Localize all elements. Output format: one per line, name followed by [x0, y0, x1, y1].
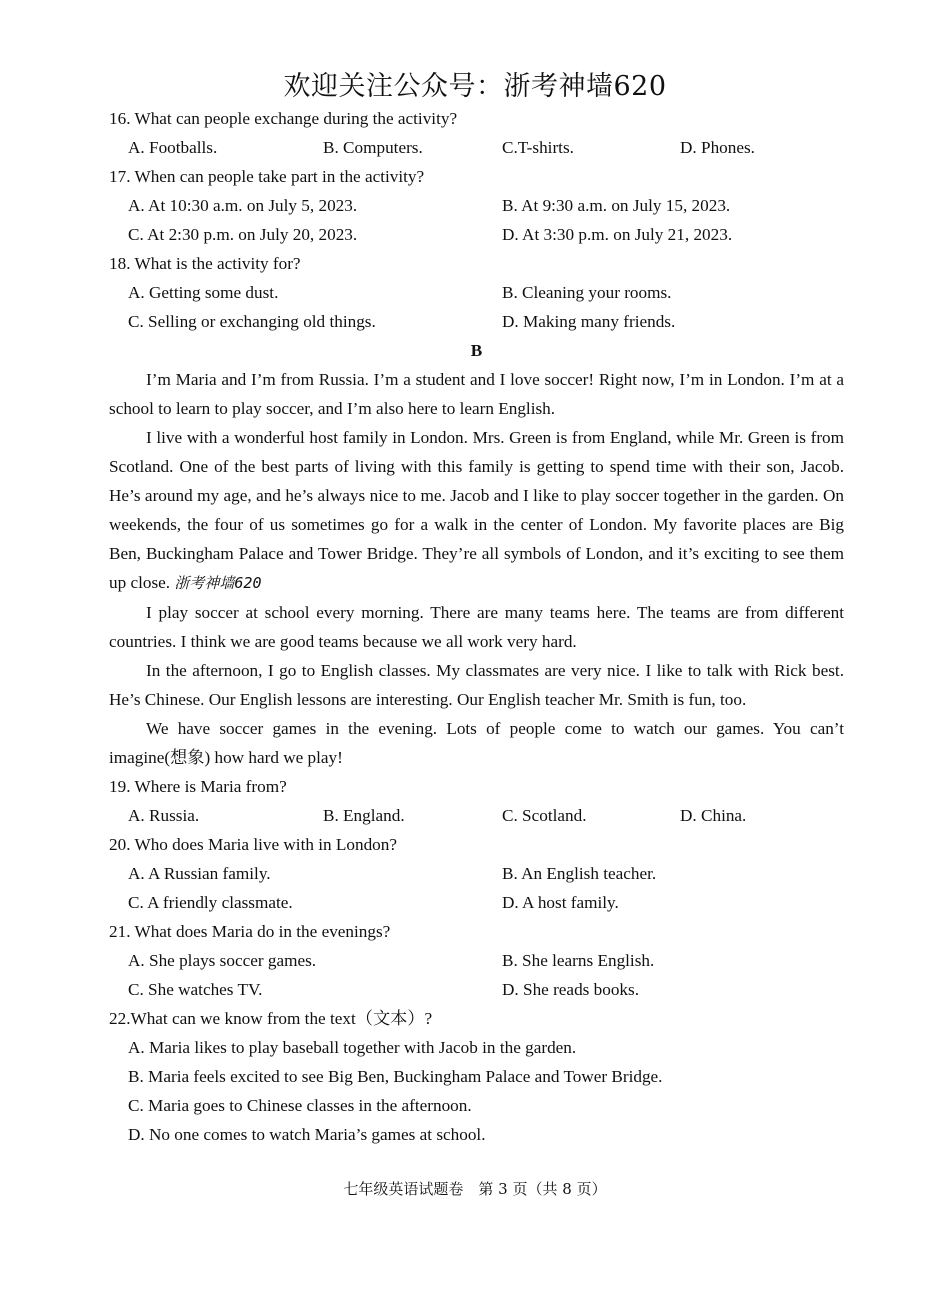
passage-paragraph-3: [109, 598, 844, 656]
exam-content: [109, 104, 844, 1149]
option-21a: A. She plays soccer games.: [128, 951, 317, 970]
question-20-options-row2: [109, 888, 844, 917]
question-21-options-row1: [109, 946, 844, 975]
question-17-options-row1: [109, 191, 844, 220]
passage-paragraph-2-body: [109, 423, 844, 598]
option-19a: A. Russia.: [128, 806, 200, 825]
question-22-option-d-row: [109, 1120, 844, 1149]
question-17-stem: 17. When can people take part in the activity?: [109, 167, 425, 186]
question-16-stem: 16. What can people exchange during the activity?: [109, 109, 458, 128]
option-21c: C. She watches TV.: [128, 980, 263, 999]
option-17d: D. At 3:30 p.m. on July 21, 2023.: [502, 225, 733, 244]
option-19d: D. China.: [680, 806, 747, 825]
question-18-options-row1: [109, 278, 844, 307]
question-18-stem: 18. What is the activity for?: [109, 254, 301, 273]
option-20b: B. An English teacher.: [502, 864, 657, 883]
option-18a: A. Getting some dust.: [128, 283, 279, 302]
question-16-options: [109, 133, 844, 162]
option-20a: A. A Russian family.: [128, 864, 271, 883]
option-22a: A. Maria likes to play baseball together with Jacob in the garden.: [128, 1038, 577, 1057]
option-16a: A. Footballs.: [128, 138, 218, 157]
question-22-option-a-row: [109, 1033, 844, 1062]
option-20c: C. A friendly classmate.: [128, 893, 293, 912]
option-22b: B. Maria feels excited to see Big Ben, Buckingham Palace and Tower Bridge.: [128, 1067, 663, 1086]
option-21d: D. She reads books.: [502, 980, 640, 999]
passage-paragraph-2-text: I live with a wonderful host family in London. Mrs. Green is from England, while Mr. Green is from Scotland. One of the best parts of living with this family is getting to spend time with their son, Jacob. He’s around my age, and he’s always nice to me. Jacob and I like to play soccer together in the garden. On weekends, the four of us sometimes go for a walk in the center of London. My favorite places are Big Ben, Buckingham Palace and Tower Bridge. They’re all symbols of London, and it’s exciting to see them up close.: [109, 428, 844, 592]
option-17a: A. At 10:30 a.m. on July 5, 2023.: [128, 196, 358, 215]
option-17c: C. At 2:30 p.m. on July 20, 2023.: [128, 225, 358, 244]
page-header-watermark: 欢迎关注公众号：浙考神墙620: [283, 71, 667, 102]
section-b-heading: B: [470, 341, 483, 360]
passage-paragraph-5: [109, 714, 844, 772]
option-16c: C.T-shirts.: [502, 138, 574, 157]
option-16d: D. Phones.: [680, 138, 755, 157]
question-20-stem: 20. Who does Maria live with in London?: [109, 835, 397, 854]
question-22-stem: 22.What can we know from the text（文本）?: [109, 1009, 433, 1028]
option-17b: B. At 9:30 a.m. on July 15, 2023.: [502, 196, 731, 215]
passage-paragraph-4: [109, 656, 844, 714]
option-20d: D. A host family.: [502, 893, 619, 912]
question-19-options: [109, 801, 844, 830]
option-19b: B. England.: [323, 806, 405, 825]
passage-paragraph-2: [109, 423, 844, 598]
option-18c: C. Selling or exchanging old things.: [128, 312, 376, 331]
watermark-stamp: 浙考神墙620: [174, 574, 262, 592]
passage-paragraph-3-text: I play soccer at school every morning. There are many teams here. The teams are from different countries. I think we are good teams because we all work very hard.: [109, 603, 844, 651]
option-18d: D. Making many friends.: [502, 312, 676, 331]
option-16b: B. Computers.: [323, 138, 423, 157]
option-19c: C. Scotland.: [502, 806, 587, 825]
passage-paragraph-5-text: We have soccer games in the evening. Lots of people come to watch our games. You can’t imagine(想象) how hard we play!: [109, 719, 844, 767]
option-22c: C. Maria goes to Chinese classes in the afternoon.: [128, 1096, 472, 1115]
question-22-option-c-row: [109, 1091, 844, 1120]
page-footer: 七年级英语试题卷 第 3 页（共 8 页）: [343, 1180, 607, 1198]
question-21-options-row2: [109, 975, 844, 1004]
question-17-options-row2: [109, 220, 844, 249]
option-18b: B. Cleaning your rooms.: [502, 283, 672, 302]
question-18-options-row2: [109, 307, 844, 336]
passage-paragraph-1-text: I’m Maria and I’m from Russia. I’m a student and I love soccer! Right now, I’m in London. I’m at a school to learn to play soccer, and I’m also here to learn English.: [109, 370, 844, 418]
question-20-options-row1: [109, 859, 844, 888]
question-21-stem: 21. What does Maria do in the evenings?: [109, 922, 391, 941]
passage-paragraph-4-text: In the afternoon, I go to English classes. My classmates are very nice. I like to talk with Rick best. He’s Chinese. Our English lessons are interesting. Our English teacher Mr. Smith is fun, too.: [109, 661, 844, 709]
option-22d: D. No one comes to watch Maria’s games at school.: [128, 1125, 486, 1144]
question-19-stem: 19. Where is Maria from?: [109, 777, 287, 796]
option-21b: B. She learns English.: [502, 951, 655, 970]
passage-paragraph-1: [109, 365, 844, 423]
question-22-option-b-row: [109, 1062, 844, 1091]
